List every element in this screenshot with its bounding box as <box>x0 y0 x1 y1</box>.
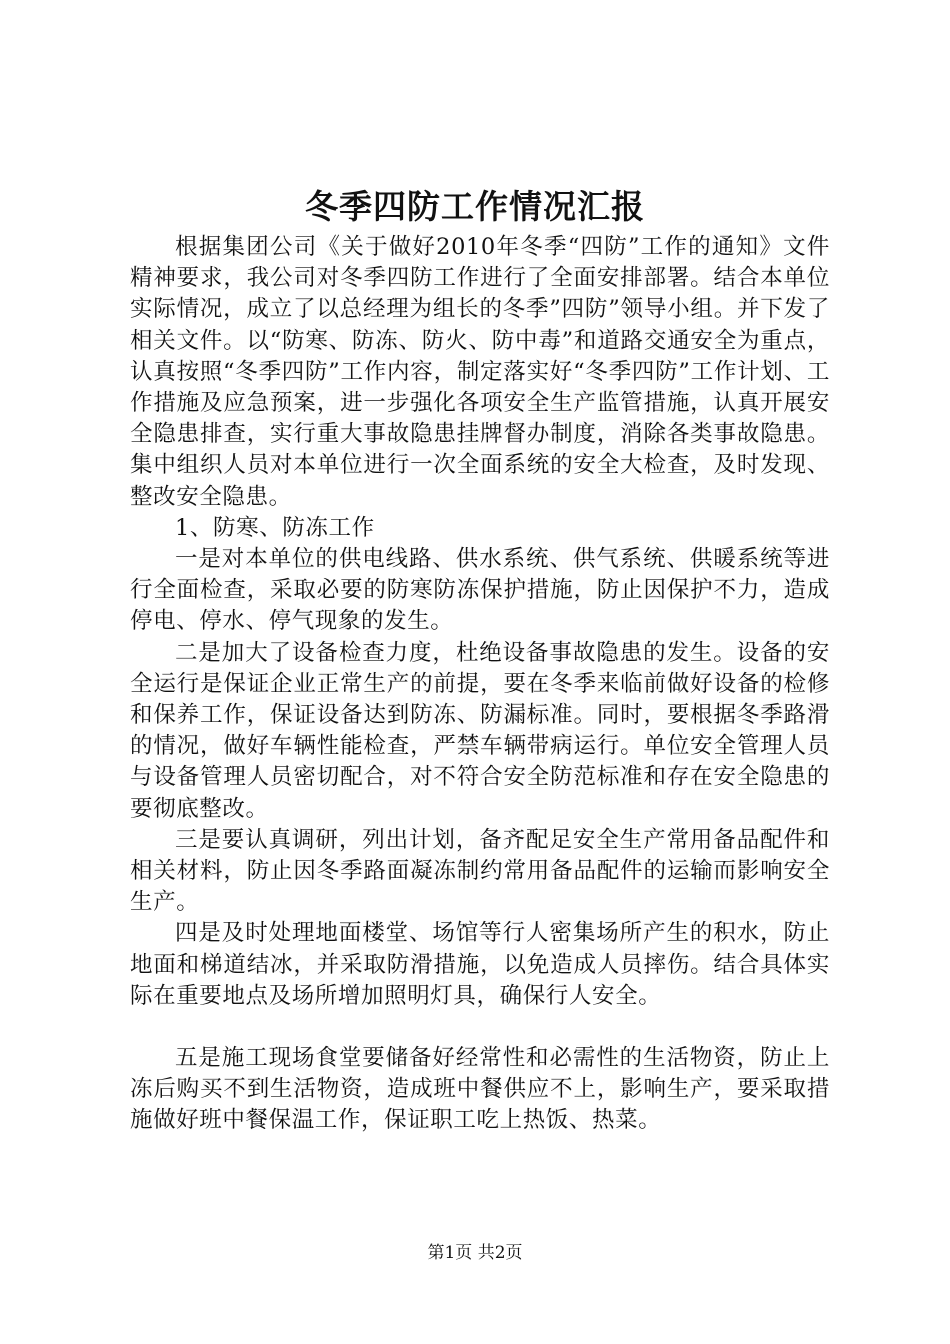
paragraph-item-4: 四是及时处理地面楼堂、场馆等行人密集场所产生的积水，防止地面和梯道结冰，并采取防滑措施，以免造成人员摔伤。结合具体实际在重要地点及场所增加照明灯具，确保行人安全。 <box>130 920 830 1009</box>
document-title: 冬季四防工作情况汇报 <box>305 187 645 226</box>
paragraph-intro: 根据集团公司《关于做好2010年冬季“四防”工作的通知》文件精神要求，我公司对冬季四防工作进行了全面安排部署。结合本单位实际情况，成立了以总经理为组长的冬季”四防”领导小组。并下发了相关文件。以“防寒、防冻、防火、防中毒”和道路交通安全为重点，认真按照“冬季四防”工作内容，制定落实好“冬季四防”工作计划、工作措施及应急预案，进一步强化各项安全生产监管措施，认真开展安全隐患排查，实行重大事故隐患挂牌督办制度，消除各类事故隐患。集中组织人员对本单位进行一次全面系统的安全大检查，及时发现、整改安全隐患。 <box>130 234 830 510</box>
paragraph-item-2: 二是加大了设备检查力度，杜绝设备事故隐患的发生。设备的安全运行是保证企业正常生产的前提，要在冬季来临前做好设备的检修和保养工作，保证设备达到防冻、防漏标准。同时，要根据冬季路滑的情况，做好车辆性能检查，严禁车辆带病运行。单位安全管理人员与设备管理人员密切配合，对不符合安全防范标准和存在安全隐患的要彻底整改。 <box>130 639 830 822</box>
page-footer: 第1页 共2页 <box>427 1243 523 1263</box>
paragraph-gap <box>130 1012 830 1043</box>
paragraph-item-3: 三是要认真调研，列出计划，备齐配足安全生产常用备品配件和相关材料，防止因冬季路面凝冻制约常用备品配件的运输而影响安全生产。 <box>130 826 830 916</box>
section-heading: 1、防寒、防冻工作 <box>175 514 375 541</box>
paragraph-item-5: 五是施工现场食堂要储备好经常性和必需性的生活物资，防止上冻后购买不到生活物资，造成班中餐供应不上，影响生产，要采取措施做好班中餐保温工作，保证职工吃上热饭、热菜。 <box>130 1045 830 1134</box>
paragraph-item-1: 一是对本单位的供电线路、供水系统、供气系统、供暖系统等进行全面检查，采取必要的防寒防冻保护措施，防止因保护不力，造成停电、停水、停气现象的发生。 <box>130 546 830 635</box>
document-body <box>130 232 830 1137</box>
